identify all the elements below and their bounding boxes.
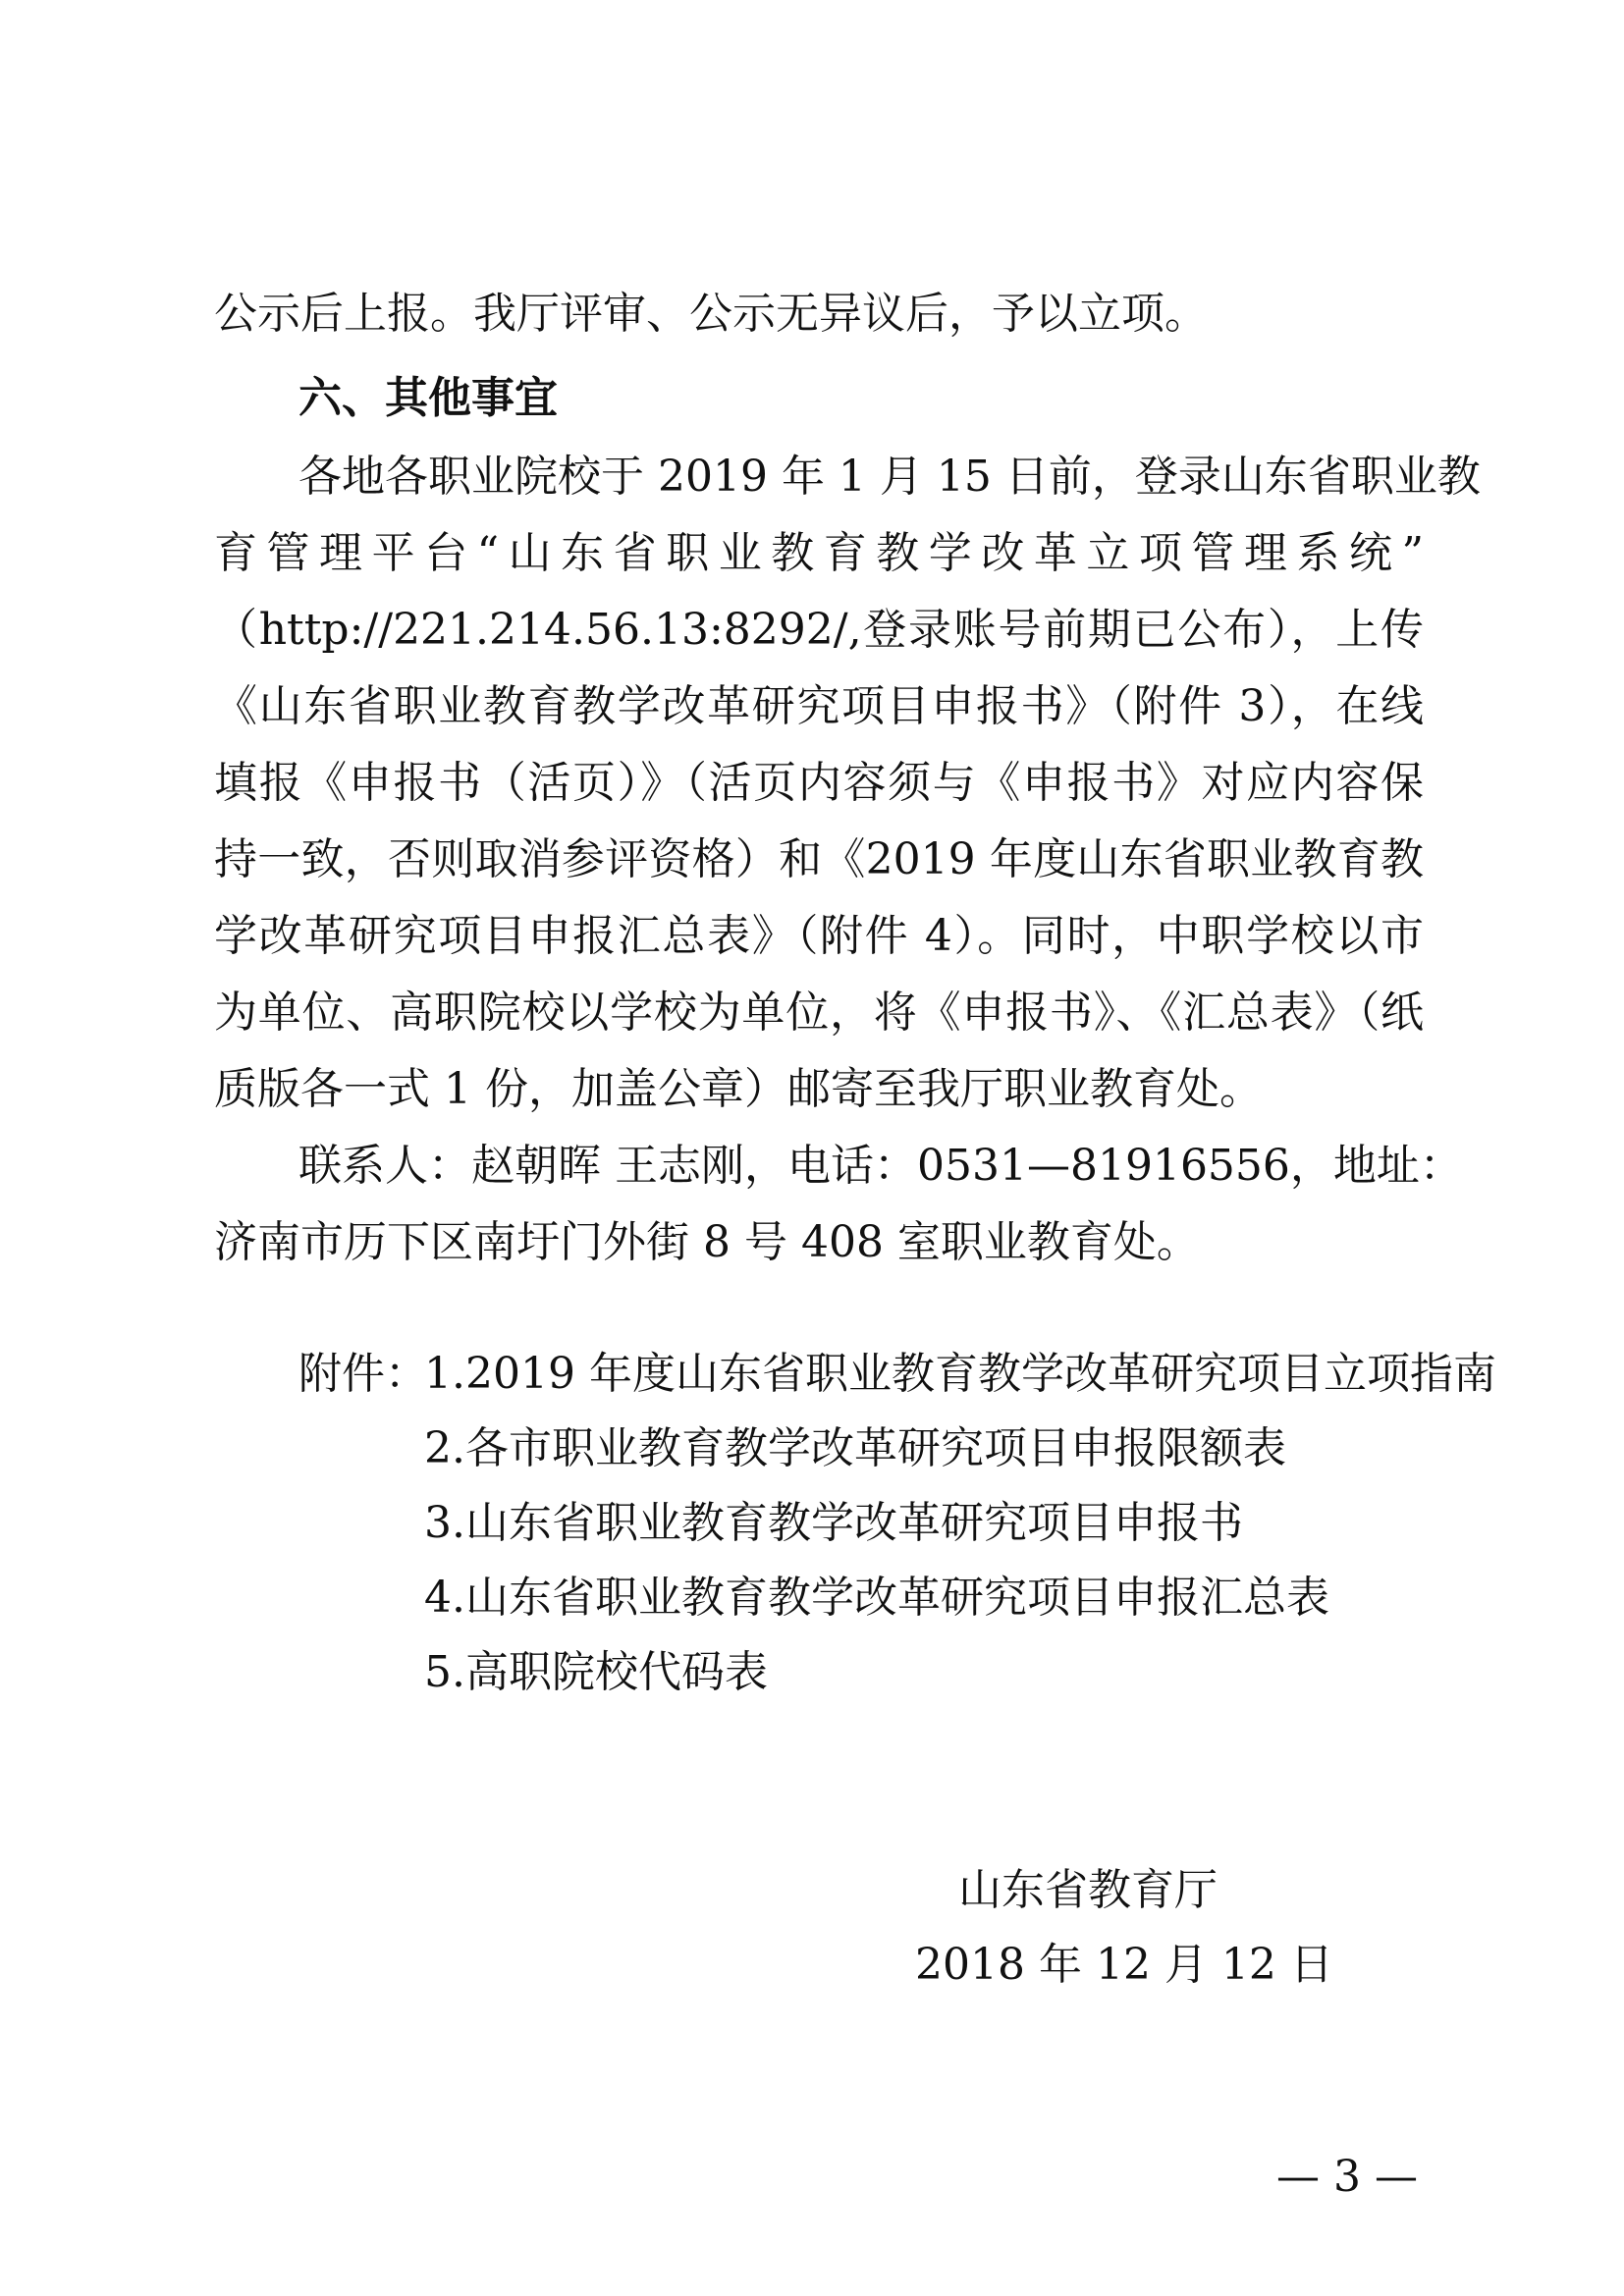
issue-date: 2018 年 12 月 12 日	[915, 1940, 1333, 1990]
contact-line: 联系人：赵朝晖 王志刚，电话：0531—81916556，地址：	[298, 1141, 1463, 1191]
address-line: 济南市历下区南圩门外街 8 号 408 室职业教育处。	[214, 1217, 1200, 1267]
paragraph-line: 《山东省职业教育教学改革研究项目申报书》（附件 3），在线	[214, 681, 1424, 731]
paragraph-line: 为单位、高职院校以学校为单位，将《申报书》、《汇总表》（纸	[214, 988, 1424, 1038]
paragraph-line: 质版各一式 1 份，加盖公章）邮寄至我厅职业教育处。	[214, 1064, 1263, 1114]
paragraph-line: 持一致，否则取消参评资格）和《2019 年度山东省职业教育教	[214, 834, 1424, 884]
paragraph-line: 填报《申报书（活页）》（活页内容须与《申报书》对应内容保	[214, 758, 1424, 808]
paragraph-line: （http://221.214.56.13:8292/,登录账号前期已公布），上传	[214, 605, 1424, 655]
paragraph-line: 各地各职业院校于 2019 年 1 月 15 日前，登录山东省职业教	[298, 452, 1481, 502]
attachment-item: 5.高职院校代码表	[424, 1647, 768, 1697]
page-number: — 3 —	[1276, 2152, 1418, 2202]
paragraph-line: 学改革研究项目申报汇总表》（附件 4）。同时，中职学校以市	[214, 911, 1424, 961]
attachment-item: 4.山东省职业教育教学改革研究项目申报汇总表	[424, 1573, 1329, 1623]
attachment-item: 1.2019 年度山东省职业教育教学改革研究项目立项指南	[424, 1349, 1496, 1399]
paragraph-line: 公示后上报。我厅评审、公示无异议后，予以立项。	[214, 289, 1208, 339]
section-heading: 六、其他事宜	[298, 373, 558, 423]
attachment-item: 3.山东省职业教育教学改革研究项目申报书	[424, 1498, 1243, 1548]
issuing-organization: 山东省教育厅	[958, 1865, 1218, 1915]
attachment-item: 2.各市职业教育教学改革研究项目申报限额表	[424, 1423, 1286, 1473]
paragraph-line: 育管理平台“山东省职业教育教学改革立项管理系统”	[214, 528, 1424, 578]
attachments-label: 附件：	[298, 1349, 428, 1399]
